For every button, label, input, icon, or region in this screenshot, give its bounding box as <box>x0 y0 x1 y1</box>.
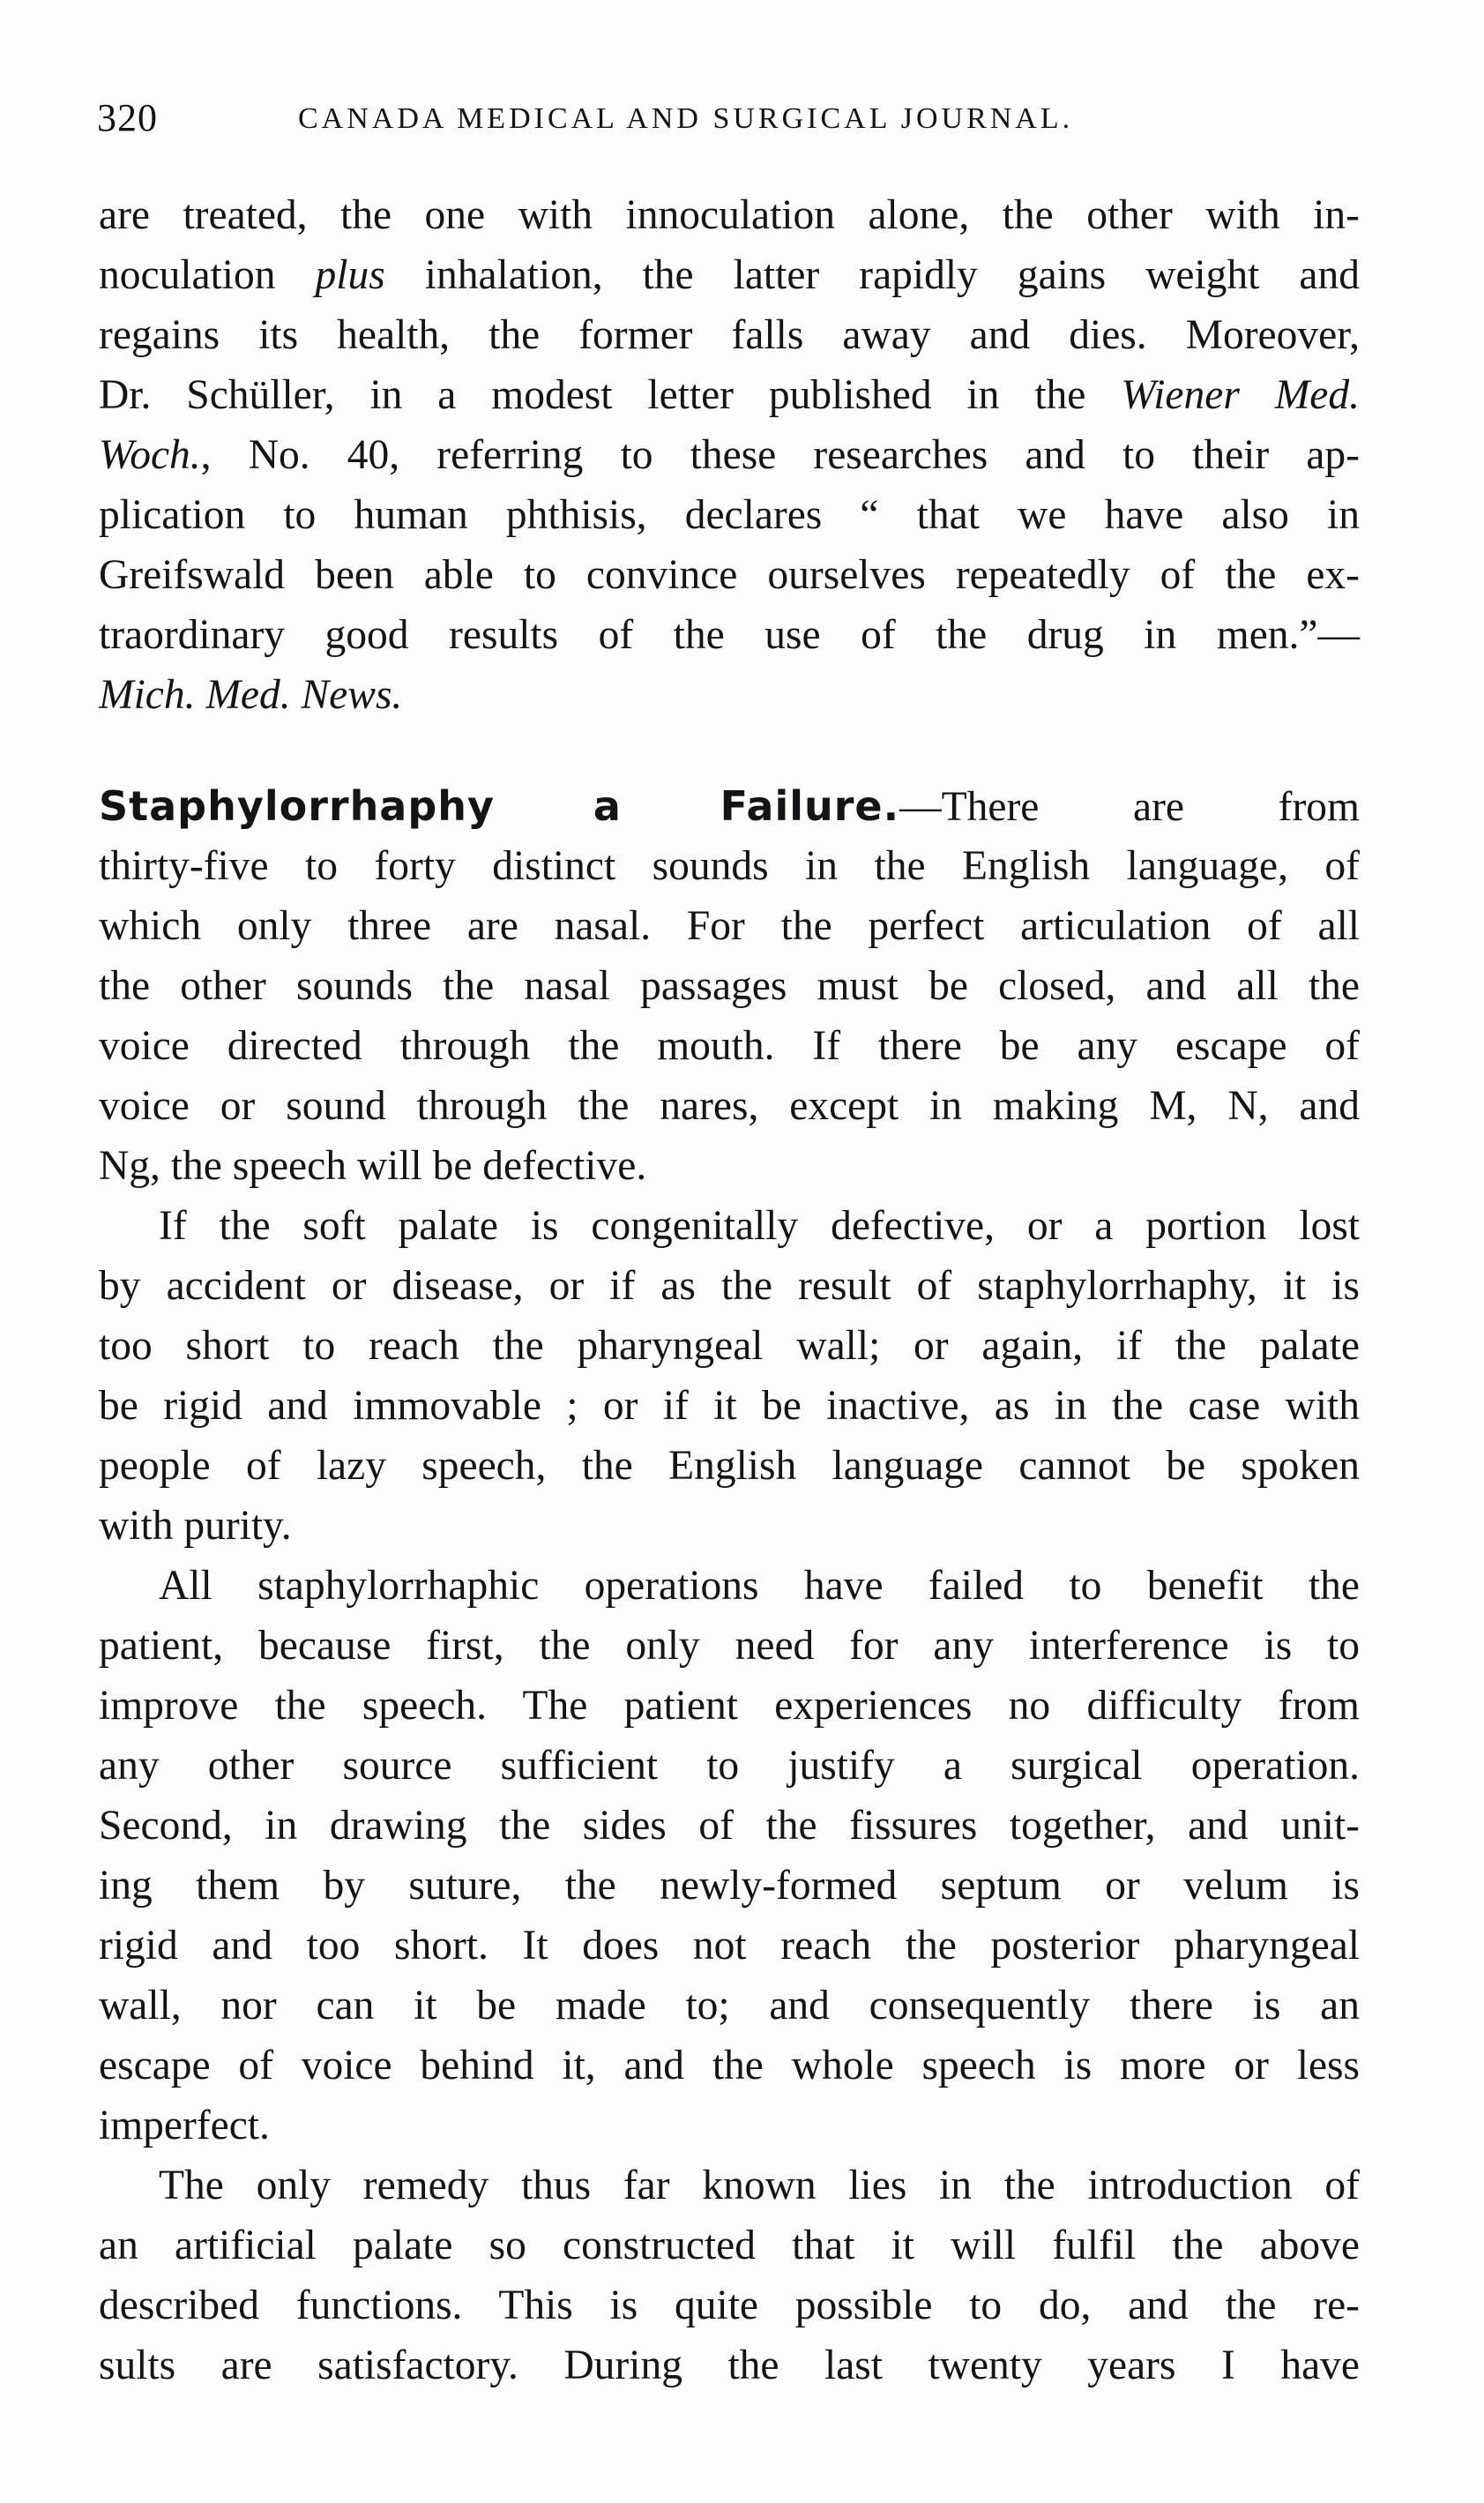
journal-title: Wiener Med. <box>1121 372 1360 418</box>
text-line: described functions. This is quite possible to do, and the re- <box>99 2283 1360 2328</box>
text-run: inhalation, the latter rapidly gains weight and <box>384 252 1360 298</box>
text-line: The only remedy thus far known lies in the introduction of <box>159 2163 1360 2208</box>
text-line: plication to human phthisis, declares “ that we have also in <box>99 492 1360 538</box>
text-line: imperfect. <box>99 2103 270 2148</box>
text-line: Ng, the speech will be defective. <box>99 1143 647 1189</box>
page-number: 320 <box>97 96 158 139</box>
citation-title: Mich. Med. News. <box>99 672 403 718</box>
text-run: —There are from <box>899 784 1360 830</box>
text-line: voice directed through the mouth. If there be any escape of <box>99 1023 1360 1069</box>
text-line: any other source sufficient to justify a surgical operation. <box>99 1743 1360 1789</box>
text-line: with purity. <box>99 1503 292 1549</box>
text-line: Greifswald been able to convince ourselves repeatedly of the ex- <box>99 552 1360 598</box>
text-line: If the soft palate is congenitally defective, or a portion lost <box>159 1203 1360 1249</box>
paragraph-2 <box>99 1196 1360 1556</box>
heading-line <box>99 776 1360 836</box>
text-line: the other sounds the nasal passages must be closed, and all the <box>99 963 1360 1009</box>
text-line: All staphylorrhaphic operations have failed to benefit the <box>159 1563 1360 1609</box>
text-line: voice or sound through the nares, except in making M, N, and <box>99 1083 1360 1129</box>
text-line: be rigid and immovable ; or if it be inactive, as in the case with <box>99 1383 1360 1429</box>
text-line: which only three are nasal. For the perfect articulation of all <box>99 903 1360 949</box>
text-run: , No. 40, referring to these researches and to their ap- <box>200 432 1360 478</box>
text-line: people of lazy speech, the English language cannot be spoken <box>99 1443 1360 1489</box>
text-run: Dr. Schüller, in a modest letter published in the <box>99 372 1122 418</box>
paragraph-3 <box>99 1556 1360 2156</box>
page-header <box>97 95 1349 157</box>
text-line <box>99 245 1360 305</box>
source-citation <box>99 665 1360 725</box>
article-heading: Staphylorrhaphy a Failure. <box>99 782 900 830</box>
text-line: regains its health, the former falls away and dies. Moreover, <box>99 312 1360 358</box>
article <box>99 776 1360 2395</box>
paragraph-4 <box>99 2156 1360 2395</box>
text-line: thirty-five to forty distinct sounds in the English language, of <box>99 843 1360 889</box>
text-line: ing them by suture, the newly-formed septum or velum is <box>99 1863 1360 1909</box>
text-line: patient, because first, the only need for any interference is to <box>99 1623 1360 1669</box>
text-line: Second, in drawing the sides of the fissures together, and unit- <box>99 1803 1360 1849</box>
text-line: rigid and too short. It does not reach the posterior pharyngeal <box>99 1923 1360 1969</box>
journal-title: Woch. <box>99 432 201 478</box>
text-line: escape of voice behind it, and the whole speech is more or less <box>99 2043 1360 2088</box>
text-line <box>99 425 1360 485</box>
text-line <box>99 365 1360 425</box>
text-line: an artificial palate so constructed that it will fulfil the above <box>99 2223 1360 2268</box>
text-line: wall, nor can it be made to; and consequently there is an <box>99 1983 1360 2029</box>
paragraph-1 <box>99 776 1360 1196</box>
text-line: sults are satisfactory. During the last twenty years I have <box>99 2342 1360 2388</box>
text-run: noculation <box>99 252 316 298</box>
text-line: traordinary good results of the use of the drug in men.”— <box>99 612 1360 658</box>
continued-paragraph <box>99 185 1360 725</box>
text-line: improve the speech. The patient experiences no difficulty from <box>99 1683 1360 1729</box>
running-title: CANADA MEDICAL AND SURGICAL JOURNAL. <box>298 102 1074 135</box>
text-line: are treated, the one with innoculation alone, the other with in- <box>99 192 1360 238</box>
italic-word: plus <box>315 252 385 298</box>
text-line: too short to reach the pharyngeal wall; or again, if the palate <box>99 1323 1360 1369</box>
text-line: by accident or disease, or if as the result of staphylorrhaphy, it is <box>99 1263 1360 1309</box>
